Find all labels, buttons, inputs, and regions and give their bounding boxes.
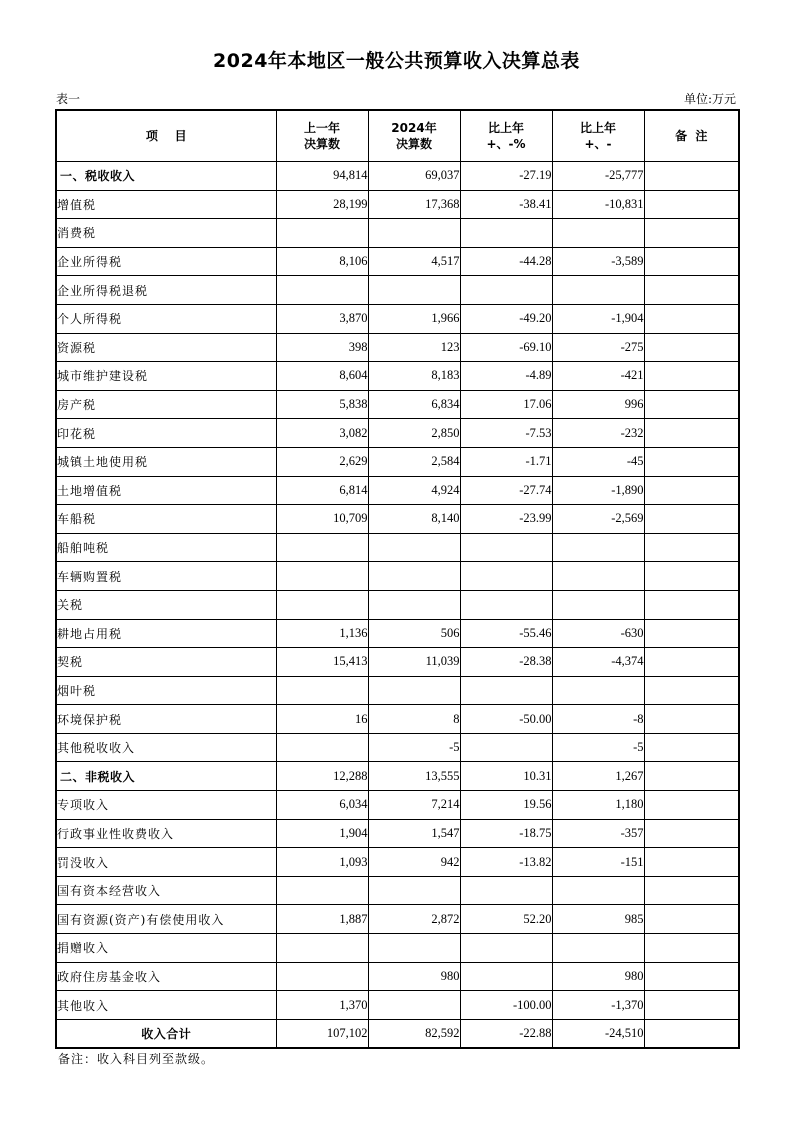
row-change-percent: -27.19 xyxy=(460,162,552,191)
row-item-name: 车船税 xyxy=(56,505,276,534)
row-change-percent: -28.38 xyxy=(460,648,552,677)
table-row xyxy=(56,762,739,791)
table-row xyxy=(56,190,739,219)
table-row xyxy=(56,1019,739,1048)
row-item-name: 契税 xyxy=(56,648,276,677)
row-prev-year-value: 1,093 xyxy=(276,848,368,877)
row-change-amount: -8 xyxy=(552,705,644,734)
row-current-year-value: 980 xyxy=(368,962,460,991)
row-item-name: 专项收入 xyxy=(56,791,276,820)
row-item-name: 其他收入 xyxy=(56,991,276,1020)
row-remark xyxy=(644,247,739,276)
row-item-name: 国有资本经营收入 xyxy=(56,876,276,905)
row-current-year-value xyxy=(368,676,460,705)
row-change-percent xyxy=(460,676,552,705)
header-change-percent: 比上年 +、-% xyxy=(460,110,552,162)
row-prev-year-value: 107,102 xyxy=(276,1019,368,1048)
row-remark xyxy=(644,991,739,1020)
row-change-amount: -1,904 xyxy=(552,304,644,333)
row-prev-year-value xyxy=(276,219,368,248)
row-change-amount xyxy=(552,562,644,591)
row-remark xyxy=(644,390,739,419)
row-prev-year-value: 10,709 xyxy=(276,505,368,534)
row-prev-year-value: 1,136 xyxy=(276,619,368,648)
row-item-name: 增值税 xyxy=(56,190,276,219)
row-remark xyxy=(644,333,739,362)
row-change-amount xyxy=(552,934,644,963)
row-remark xyxy=(644,419,739,448)
row-change-percent: 10.31 xyxy=(460,762,552,791)
row-item-name: 其他税收收入 xyxy=(56,733,276,762)
row-current-year-value: 8 xyxy=(368,705,460,734)
row-change-percent xyxy=(460,276,552,305)
row-current-year-value: 123 xyxy=(368,333,460,362)
table-row xyxy=(56,791,739,820)
row-prev-year-value xyxy=(276,590,368,619)
row-item-name: 车辆购置税 xyxy=(56,562,276,591)
row-remark xyxy=(644,819,739,848)
row-change-percent xyxy=(460,733,552,762)
row-change-percent: 52.20 xyxy=(460,905,552,934)
row-change-amount: -10,831 xyxy=(552,190,644,219)
row-current-year-value: -5 xyxy=(368,733,460,762)
row-remark xyxy=(644,733,739,762)
table-row xyxy=(56,304,739,333)
row-item-name: 城镇土地使用税 xyxy=(56,447,276,476)
table-row xyxy=(56,648,739,677)
row-change-percent: 19.56 xyxy=(460,791,552,820)
row-change-percent: -4.89 xyxy=(460,362,552,391)
row-remark xyxy=(644,962,739,991)
row-current-year-value: 4,517 xyxy=(368,247,460,276)
row-remark xyxy=(644,562,739,591)
row-item-name: 烟叶税 xyxy=(56,676,276,705)
unit-label: 单位:万元 xyxy=(683,92,736,106)
row-current-year-value: 2,850 xyxy=(368,419,460,448)
row-change-amount: -45 xyxy=(552,447,644,476)
row-remark xyxy=(644,619,739,648)
row-change-percent: -1.71 xyxy=(460,447,552,476)
row-change-percent xyxy=(460,962,552,991)
table-row xyxy=(56,447,739,476)
row-remark xyxy=(644,476,739,505)
row-current-year-value: 1,547 xyxy=(368,819,460,848)
row-change-percent: -55.46 xyxy=(460,619,552,648)
row-remark xyxy=(644,848,739,877)
row-change-amount: -2,569 xyxy=(552,505,644,534)
row-item-name: 行政事业性收费收入 xyxy=(56,819,276,848)
row-change-percent: -50.00 xyxy=(460,705,552,734)
row-remark xyxy=(644,505,739,534)
row-change-amount: -5 xyxy=(552,733,644,762)
table-row xyxy=(56,991,739,1020)
row-current-year-value xyxy=(368,276,460,305)
row-remark xyxy=(644,276,739,305)
row-remark xyxy=(644,304,739,333)
row-current-year-value xyxy=(368,533,460,562)
row-change-percent xyxy=(460,590,552,619)
table-row xyxy=(56,505,739,534)
row-prev-year-value xyxy=(276,562,368,591)
row-prev-year-value xyxy=(276,876,368,905)
header-row xyxy=(56,110,739,162)
row-change-amount: 980 xyxy=(552,962,644,991)
row-change-amount xyxy=(552,590,644,619)
table-row xyxy=(56,676,739,705)
row-item-name: 耕地占用税 xyxy=(56,619,276,648)
row-current-year-value: 2,872 xyxy=(368,905,460,934)
row-remark xyxy=(644,791,739,820)
row-prev-year-value: 6,814 xyxy=(276,476,368,505)
row-item-name: 政府住房基金收入 xyxy=(56,962,276,991)
row-remark xyxy=(644,533,739,562)
row-change-amount: -25,777 xyxy=(552,162,644,191)
row-remark xyxy=(644,934,739,963)
row-remark xyxy=(644,362,739,391)
row-item-name: 收入合计 xyxy=(56,1019,276,1048)
row-change-percent: -44.28 xyxy=(460,247,552,276)
row-change-percent xyxy=(460,876,552,905)
row-prev-year-value: 3,870 xyxy=(276,304,368,333)
row-change-percent: -18.75 xyxy=(460,819,552,848)
header-current-year: 2024年 决算数 xyxy=(368,110,460,162)
row-item-name: 企业所得税 xyxy=(56,247,276,276)
row-remark xyxy=(644,190,739,219)
row-change-percent: -7.53 xyxy=(460,419,552,448)
row-remark xyxy=(644,162,739,191)
row-current-year-value xyxy=(368,562,460,591)
row-change-amount: -421 xyxy=(552,362,644,391)
table-row xyxy=(56,333,739,362)
row-change-percent: 17.06 xyxy=(460,390,552,419)
table-row xyxy=(56,619,739,648)
row-change-amount: -4,374 xyxy=(552,648,644,677)
row-item-name: 企业所得税退税 xyxy=(56,276,276,305)
row-item-name: 个人所得税 xyxy=(56,304,276,333)
page-title: 2024年本地区一般公共预算收入决算总表 xyxy=(213,50,580,72)
row-item-name: 城市维护建设税 xyxy=(56,362,276,391)
row-current-year-value: 82,592 xyxy=(368,1019,460,1048)
row-change-percent: -13.82 xyxy=(460,848,552,877)
row-change-amount: -630 xyxy=(552,619,644,648)
row-item-name: 船舶吨税 xyxy=(56,533,276,562)
row-prev-year-value: 16 xyxy=(276,705,368,734)
row-remark xyxy=(644,876,739,905)
table-row xyxy=(56,733,739,762)
row-prev-year-value: 94,814 xyxy=(276,162,368,191)
row-remark xyxy=(644,590,739,619)
row-current-year-value: 2,584 xyxy=(368,447,460,476)
row-change-amount: 996 xyxy=(552,390,644,419)
row-prev-year-value xyxy=(276,276,368,305)
row-change-percent: -69.10 xyxy=(460,333,552,362)
row-change-amount xyxy=(552,533,644,562)
footnote: 备注：收入科目列至款级。 xyxy=(58,1052,215,1066)
row-current-year-value: 506 xyxy=(368,619,460,648)
row-item-name: 环境保护税 xyxy=(56,705,276,734)
row-current-year-value: 1,966 xyxy=(368,304,460,333)
row-change-percent xyxy=(460,562,552,591)
row-current-year-value xyxy=(368,590,460,619)
row-current-year-value xyxy=(368,991,460,1020)
header-change-amount: 比上年 +、- xyxy=(552,110,644,162)
row-change-amount: -1,370 xyxy=(552,991,644,1020)
table-row xyxy=(56,533,739,562)
row-remark xyxy=(644,676,739,705)
row-change-amount: 985 xyxy=(552,905,644,934)
table-row xyxy=(56,962,739,991)
table-row xyxy=(56,247,739,276)
row-current-year-value: 942 xyxy=(368,848,460,877)
table-row xyxy=(56,876,739,905)
row-current-year-value: 11,039 xyxy=(368,648,460,677)
row-prev-year-value xyxy=(276,533,368,562)
row-change-amount xyxy=(552,676,644,705)
row-item-name: 一、税收收入 xyxy=(56,162,276,191)
table-label: 表一 xyxy=(56,92,81,106)
row-prev-year-value xyxy=(276,676,368,705)
row-change-percent: -38.41 xyxy=(460,190,552,219)
header-prev-year: 上一年 决算数 xyxy=(276,110,368,162)
row-current-year-value: 13,555 xyxy=(368,762,460,791)
row-prev-year-value: 8,106 xyxy=(276,247,368,276)
row-change-percent: -100.00 xyxy=(460,991,552,1020)
row-item-name: 罚没收入 xyxy=(56,848,276,877)
budget-table xyxy=(55,109,740,1049)
row-change-amount: -151 xyxy=(552,848,644,877)
row-change-amount: -275 xyxy=(552,333,644,362)
row-remark xyxy=(644,447,739,476)
row-prev-year-value: 5,838 xyxy=(276,390,368,419)
row-change-percent: -23.99 xyxy=(460,505,552,534)
table-row xyxy=(56,819,739,848)
row-prev-year-value xyxy=(276,934,368,963)
row-item-name: 印花税 xyxy=(56,419,276,448)
table-row xyxy=(56,162,739,191)
row-current-year-value xyxy=(368,934,460,963)
row-change-amount: -232 xyxy=(552,419,644,448)
row-current-year-value xyxy=(368,876,460,905)
table-row xyxy=(56,219,739,248)
row-change-amount: 1,267 xyxy=(552,762,644,791)
row-prev-year-value: 1,887 xyxy=(276,905,368,934)
row-prev-year-value: 28,199 xyxy=(276,190,368,219)
row-change-amount xyxy=(552,876,644,905)
row-prev-year-value: 3,082 xyxy=(276,419,368,448)
table-row xyxy=(56,390,739,419)
row-change-amount: -357 xyxy=(552,819,644,848)
row-current-year-value: 6,834 xyxy=(368,390,460,419)
row-change-percent: -49.20 xyxy=(460,304,552,333)
table-row xyxy=(56,590,739,619)
row-item-name: 国有资源(资产)有偿使用收入 xyxy=(56,905,276,934)
row-prev-year-value: 398 xyxy=(276,333,368,362)
row-change-amount: -3,589 xyxy=(552,247,644,276)
row-item-name: 关税 xyxy=(56,590,276,619)
row-current-year-value: 7,214 xyxy=(368,791,460,820)
row-current-year-value xyxy=(368,219,460,248)
row-remark xyxy=(644,648,739,677)
row-item-name: 二、非税收入 xyxy=(56,762,276,791)
row-change-percent: -27.74 xyxy=(460,476,552,505)
row-remark xyxy=(644,1019,739,1048)
row-prev-year-value: 1,904 xyxy=(276,819,368,848)
row-remark xyxy=(644,905,739,934)
row-change-amount: -1,890 xyxy=(552,476,644,505)
row-prev-year-value: 8,604 xyxy=(276,362,368,391)
row-change-percent xyxy=(460,533,552,562)
table-row xyxy=(56,562,739,591)
row-item-name: 房产税 xyxy=(56,390,276,419)
row-current-year-value: 4,924 xyxy=(368,476,460,505)
table-row xyxy=(56,848,739,877)
row-current-year-value: 8,140 xyxy=(368,505,460,534)
table-row xyxy=(56,419,739,448)
header-item: 项 目 xyxy=(56,110,276,162)
row-change-amount xyxy=(552,276,644,305)
row-remark xyxy=(644,705,739,734)
row-item-name: 土地增值税 xyxy=(56,476,276,505)
table-row xyxy=(56,362,739,391)
row-current-year-value: 69,037 xyxy=(368,162,460,191)
row-change-amount: 1,180 xyxy=(552,791,644,820)
row-prev-year-value: 2,629 xyxy=(276,447,368,476)
table-row xyxy=(56,934,739,963)
row-change-percent xyxy=(460,219,552,248)
row-prev-year-value: 6,034 xyxy=(276,791,368,820)
row-current-year-value: 17,368 xyxy=(368,190,460,219)
row-prev-year-value: 15,413 xyxy=(276,648,368,677)
row-current-year-value: 8,183 xyxy=(368,362,460,391)
row-prev-year-value xyxy=(276,962,368,991)
row-change-amount xyxy=(552,219,644,248)
row-change-percent: -22.88 xyxy=(460,1019,552,1048)
table-row xyxy=(56,705,739,734)
row-change-amount: -24,510 xyxy=(552,1019,644,1048)
table-row xyxy=(56,476,739,505)
row-item-name: 消费税 xyxy=(56,219,276,248)
row-item-name: 捐赠收入 xyxy=(56,934,276,963)
row-item-name: 资源税 xyxy=(56,333,276,362)
row-prev-year-value xyxy=(276,733,368,762)
row-remark xyxy=(644,762,739,791)
header-remark: 备 注 xyxy=(644,110,739,162)
row-change-percent xyxy=(460,934,552,963)
table-row xyxy=(56,905,739,934)
row-remark xyxy=(644,219,739,248)
row-prev-year-value: 12,288 xyxy=(276,762,368,791)
row-prev-year-value: 1,370 xyxy=(276,991,368,1020)
table-row xyxy=(56,276,739,305)
